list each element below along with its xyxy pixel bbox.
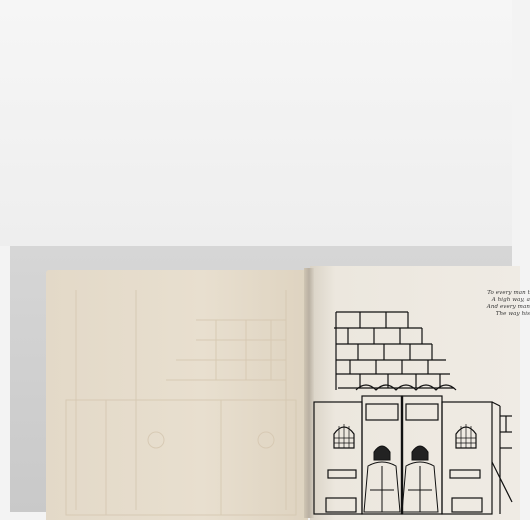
figure-right	[402, 446, 438, 512]
doorway-illustration	[310, 266, 512, 512]
left-door-panel	[314, 402, 362, 514]
right-door-panel	[442, 402, 492, 514]
left-page-show-through	[46, 270, 308, 520]
figure-left	[364, 446, 400, 512]
verse-line: A high way, a	[491, 297, 530, 303]
verse-line: And every man	[486, 304, 530, 310]
brick-wall	[334, 312, 454, 390]
backdrop-wall	[0, 0, 512, 246]
verse-line: The way his	[495, 311, 530, 317]
verse-line: To every man t	[487, 290, 530, 296]
